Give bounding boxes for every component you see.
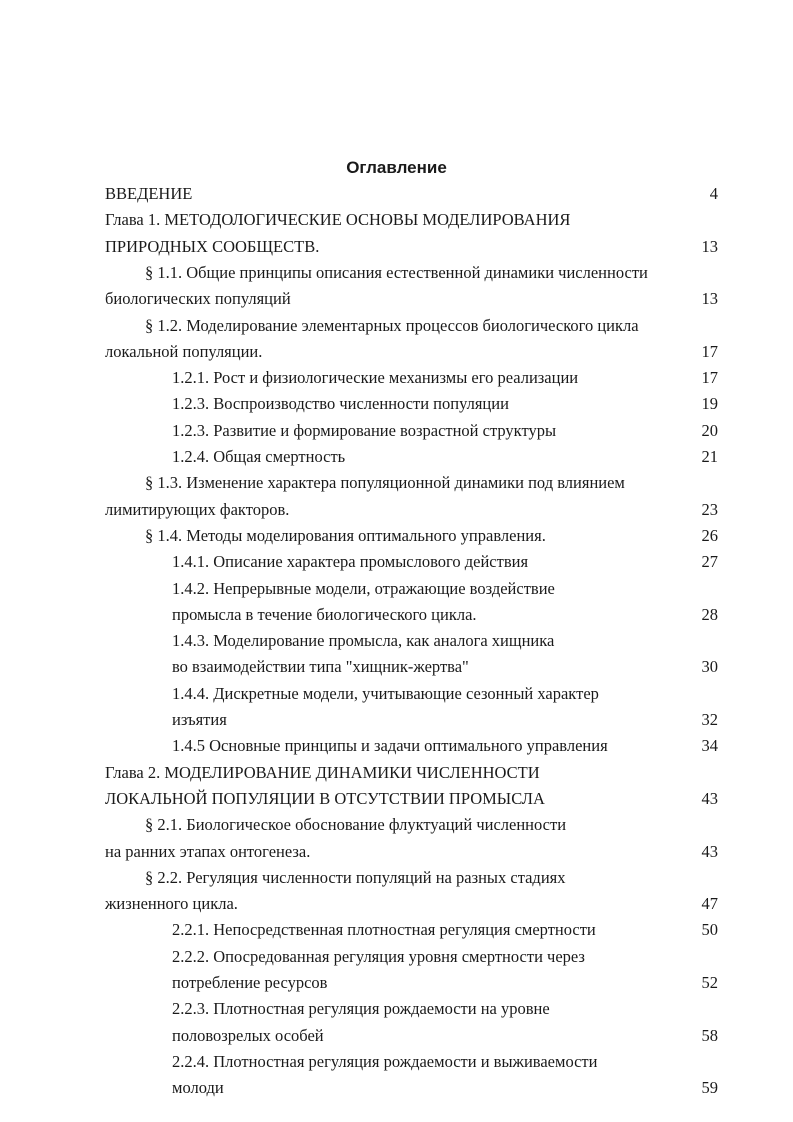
page-title: Оглавление (346, 158, 447, 177)
toc-entry-text: 1.4.2. Непрерывные модели, отражающие воздействие (172, 579, 555, 598)
toc-entry-text: Глава 1. МЕТОДОЛОГИЧЕСКИЕ ОСНОВЫ МОДЕЛИРОВАНИЯ (105, 210, 571, 229)
toc-entry-text: § 1.2. Моделирование элементарных процессов биологического цикла (145, 316, 639, 335)
toc-entry-page-number: 43 (701, 789, 718, 808)
toc-entry-text: ЛОКАЛЬНОЙ ПОПУЛЯЦИИ В ОТСУТСТВИИ ПРОМЫСЛА (105, 789, 545, 808)
toc-entry-text: потребление ресурсов (172, 973, 328, 992)
toc-entry-text: изъятия (172, 710, 227, 729)
toc-entry-text: § 1.1. Общие принципы описания естественной динамики численности (145, 263, 648, 282)
toc-entry-text: § 2.1. Биологическое обоснование флуктуаций численности (145, 815, 567, 834)
toc-entry-text: 1.4.1. Описание характера промыслового действия (172, 552, 529, 571)
toc-entry-page-number: 13 (701, 289, 718, 308)
toc-entry-text: 2.2.4. Плотностная регуляция рождаемости и выживаемости (172, 1052, 598, 1071)
toc-entry-page-number: 27 (701, 552, 718, 571)
toc-entry-text: Глава 2. МОДЕЛИРОВАНИЕ ДИНАМИКИ ЧИСЛЕННОСТИ (105, 763, 540, 782)
toc-entry-text: биологических популяций (105, 289, 291, 308)
toc-entry-text: локальной популяции. (105, 342, 263, 361)
toc-entry-page-number: 59 (701, 1078, 718, 1097)
toc-entry-page-number: 52 (701, 973, 718, 992)
toc-entry-page-number: 34 (701, 736, 718, 755)
toc-entry-text: 1.4.4. Дискретные модели, учитывающие сезонный характер (172, 684, 599, 703)
toc-entry-text: 1.2.3. Воспроизводство численности популяции (172, 394, 509, 413)
toc-entry-text: 1.4.5 Основные принципы и задачи оптимального управления (172, 736, 608, 755)
toc-entry-text: 2.2.3. Плотностная регуляция рождаемости на уровне (172, 999, 550, 1018)
toc-entry-page-number: 58 (701, 1026, 718, 1045)
toc-entry-page-number: 50 (701, 920, 718, 939)
toc-entry-text: лимитирующих факторов. (105, 500, 290, 519)
toc-entry-text: 1.2.3. Развитие и формирование возрастной структуры (172, 421, 557, 440)
toc-entry-page-number: 17 (701, 342, 718, 361)
toc-entry-text: 2.2.2. Опосредованная регуляция уровня смертности через (172, 947, 585, 966)
toc-entry-page-number: 23 (701, 500, 718, 519)
toc-entry-page-number: 28 (701, 605, 718, 624)
toc-entry-page-number: 43 (701, 842, 718, 861)
toc-entry-text: промысла в течение биологического цикла. (172, 605, 477, 624)
toc-entry-page-number: 32 (701, 710, 718, 729)
toc-entry-text: 1.4.3. Моделирование промысла, как аналога хищника (172, 631, 555, 650)
toc-entry-page-number: 17 (701, 368, 718, 387)
toc-entry-text: жизненного цикла. (105, 894, 238, 913)
toc-entry-page-number: 20 (701, 421, 718, 440)
toc-entry-text: половозрелых особей (172, 1026, 324, 1045)
toc-entry-page-number: 26 (701, 526, 718, 545)
toc-entry-page-number: 19 (701, 394, 718, 413)
toc-entry-text: ПРИРОДНЫХ СООБЩЕСТВ. (105, 237, 320, 256)
toc-entry-text: на ранних этапах онтогенеза. (105, 842, 311, 861)
toc-entry-page-number: 30 (701, 657, 718, 676)
toc-entry-page-number: 21 (701, 447, 718, 466)
toc-entry-text: § 1.3. Изменение характера популяционной динамики под влиянием (145, 473, 625, 492)
toc-entry-text: § 2.2. Регуляция численности популяций на разных стадиях (145, 868, 566, 887)
toc-entry-page-number: 13 (701, 237, 718, 256)
toc-entry-text: § 1.4. Методы моделирования оптимального управления. (145, 526, 546, 545)
toc-entry-text: ВВЕДЕНИЕ (105, 184, 193, 203)
toc-entry-text: 2.2.1. Непосредственная плотностная регуляция смертности (172, 920, 596, 939)
toc-entry-text: молоди (172, 1078, 224, 1097)
toc-entry-text: во взаимодействии типа "хищник-жертва" (172, 657, 469, 676)
toc-entry-page-number: 47 (701, 894, 718, 913)
toc-entry-page-number: 4 (709, 184, 718, 203)
toc-entry-text: 1.2.1. Рост и физиологические механизмы его реализации (172, 368, 579, 387)
toc-entry-text: 1.2.4. Общая смертность (172, 447, 346, 466)
